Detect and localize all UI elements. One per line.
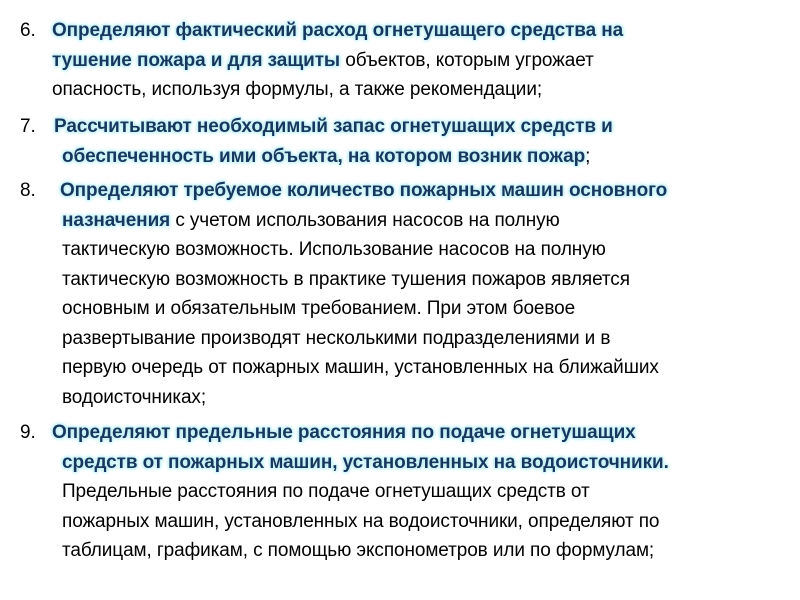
emphasis-text: Определяют предельные расстояния по подаче огнетушащих [52, 422, 636, 443]
text-line [60, 265, 790, 295]
item-number: 9. [20, 422, 36, 443]
body-text: тактическую возможность. Использование насосов на полную [62, 239, 606, 260]
body-text: таблицам, графикам, с помощью экспонометров или по формулам; [62, 540, 655, 561]
emphasis-text: Определяют требуемое количество пожарных машин основного [60, 180, 668, 201]
list-item-8 [20, 176, 790, 412]
text-line [60, 176, 790, 206]
emphasis-text: Рассчитывают необходимый запас огнетушащих средств и [54, 116, 613, 137]
text-line [60, 206, 790, 236]
emphasis-text: Определяют фактический расход огнетушащего средства на [52, 20, 624, 41]
text-line [54, 112, 790, 142]
text-line [52, 418, 790, 448]
text-line [60, 324, 790, 354]
body-text: с учетом использования насосов на полную [170, 209, 560, 231]
text-line [52, 16, 790, 46]
list-item-6 [20, 16, 790, 105]
item-text [20, 112, 790, 171]
body-text: тактическую возможность в практике тушения пожаров является [62, 268, 630, 290]
emphasis-text: назначения [62, 209, 171, 231]
body-text: опасность, используя формулы, а также рекомендации; [52, 79, 543, 100]
body-text: водоисточниках; [62, 386, 207, 408]
item-text [20, 176, 790, 412]
list-item-9 [20, 418, 790, 566]
body-text: пожарных машин, установленных на водоисточники, определяют по [62, 510, 660, 532]
text-line [52, 448, 790, 478]
text-line [52, 507, 790, 537]
item-number: 7. [20, 116, 36, 137]
emphasis-text: средств от пожарных машин, установленных на водоисточники. [62, 451, 669, 473]
text-line [52, 536, 790, 566]
text-line [60, 353, 790, 383]
emphasis-text: обеспеченность ими объекта, на котором возник пожар [62, 145, 586, 167]
text-line [60, 383, 790, 413]
list-item-7 [20, 112, 790, 171]
body-text: Предельные расстояния по подаче огнетушащих средств от [62, 481, 590, 502]
text-line [54, 142, 790, 172]
body-text: основным и обязательным требованием. При этом боевое [62, 298, 576, 319]
item-text [20, 16, 790, 105]
body-text: развертывание производят несколькими подразделениями и в [62, 327, 611, 349]
text-line [52, 75, 790, 105]
text-line [52, 46, 790, 76]
text-line [60, 235, 790, 265]
body-text: объектов, которым угрожает [340, 49, 594, 71]
text-line [52, 477, 790, 507]
text-line [60, 294, 790, 324]
item-number: 8. [20, 180, 36, 201]
item-number: 6. [20, 20, 36, 41]
body-text: первую очередь от пожарных машин, установленных на ближайших [62, 357, 659, 378]
emphasis-text: тушение пожара и для защиты [52, 49, 341, 71]
item-text [20, 418, 790, 566]
body-text: ; [585, 145, 591, 167]
